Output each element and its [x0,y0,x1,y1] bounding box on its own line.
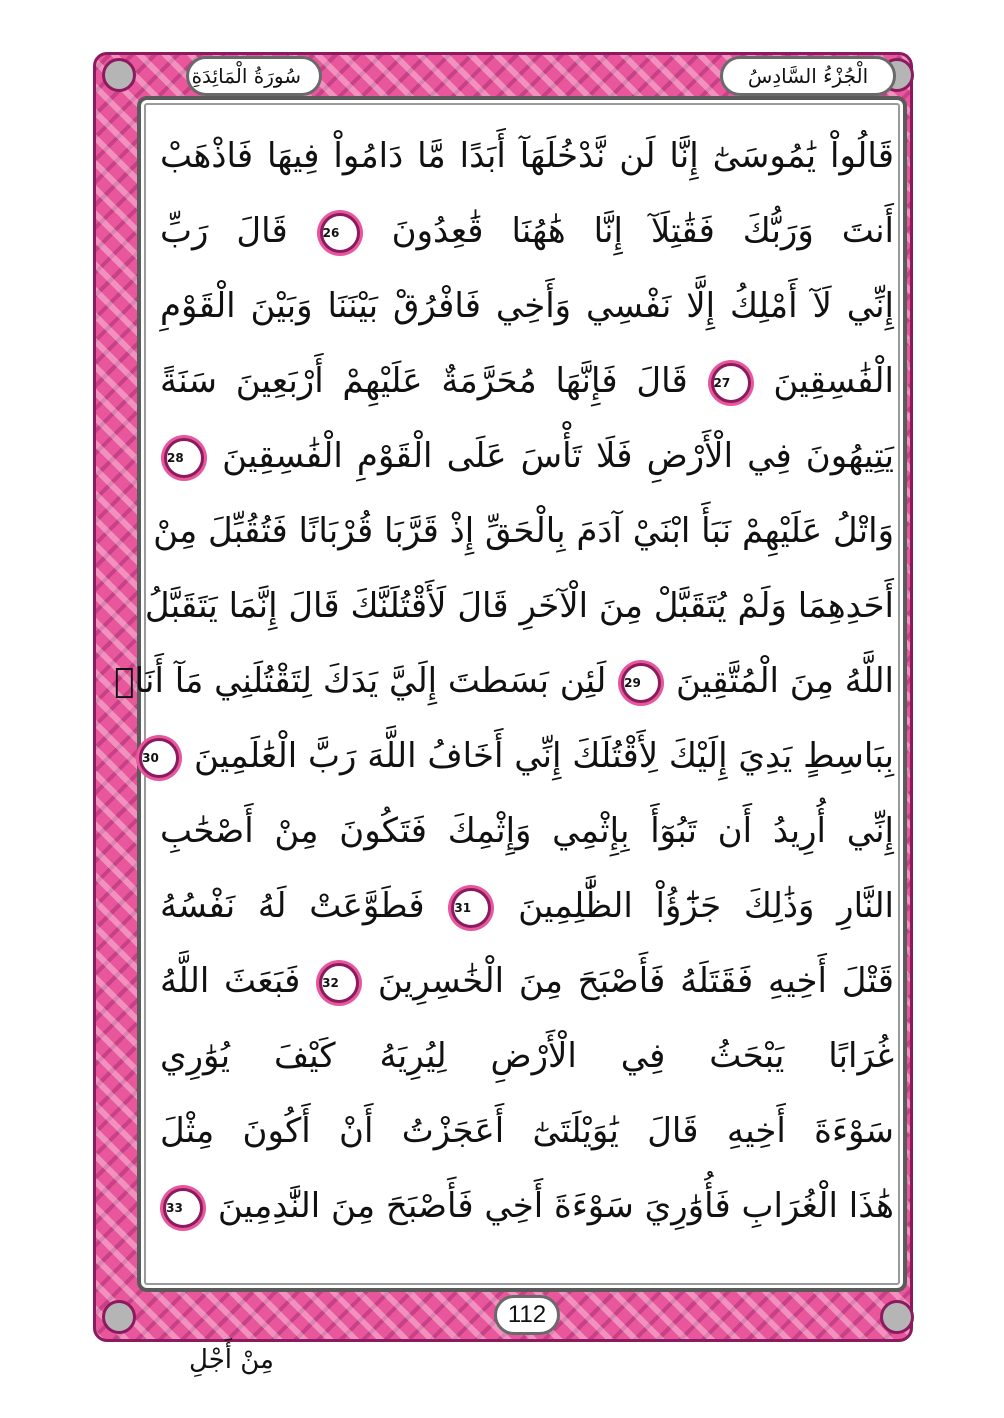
ayah-number-marker: 33 [163,1188,203,1228]
corner-ornament-top-left [102,58,136,92]
juz-label: الْجُزْءُ السَّادِسُ [720,56,896,96]
text-line: غُرَابًا يَبْحَثُ فِي الْأَرْضِ لِيُرِيَهُ كَيْفَ يُوَٰرِي [160,1036,894,1076]
text-line: سَوْءَةَ أَخِيهِ قَالَ يَٰوَيْلَتَىٰٓ أَعَجَزْتُ أَنْ أَكُونَ مِثْلَ [160,1111,894,1151]
text-line: أَنتَ وَرَبُّكَ فَقَٰتِلَآ إِنَّا هَٰهُنَا قَٰعِدُونَ 26 قَالَ رَبِّ [160,211,894,251]
quran-text [114,120,895,1280]
text-line: هَٰذَا الْغُرَابِ فَأُوَٰرِيَ سَوْءَةَ أَخِي فَأَصْبَحَ مِنَ النَّٰدِمِينَ 33 [160,1170,894,1242]
text-line: النَّارِ وَذَٰلِكَ جَزَٰٓؤُاْ الظَّٰلِمِينَ 31 فَطَوَّعَتْ لَهُ نَفْسُهُ [160,886,895,926]
text-line: اللَّهُ مِنَ الْمُتَّقِينَ 29 لَئِن بَسَطتَ إِلَيَّ يَدَكَ لِتَقْتُلَنِي مَآ أَنَا۠ [114,661,894,701]
text-line: إِنِّي أُرِيدُ أَن تَبُوٓأَ بِإِثْمِي وَإِثْمِكَ فَتَكُونَ مِنْ أَصْحَٰبِ [160,811,894,851]
page-number: 112 [494,1295,560,1335]
text-line: إِنِّي لَآ أَمْلِكُ إِلَّا نَفْسِي وَأَخِي فَافْرُقْ بَيْنَنَا وَبَيْنَ الْقَوْمِ [160,286,894,326]
ayah-number-marker: 27 [711,363,751,403]
text-line: بِبَاسِطٍ يَدِيَ إِلَيْكَ لِأَقْتُلَكَ إِنِّي أَخَافُ اللَّهَ رَبَّ الْعَٰلَمِينَ 30 [160,720,894,792]
ayah-number-marker: 31 [451,888,491,928]
text-line: الْفَٰسِقِينَ 27 قَالَ فَإِنَّهَا مُحَرَّمَةٌ عَلَيْهِمْ أَرْبَعِينَ سَنَةً [160,361,894,401]
corner-ornament-bottom-left [102,1300,136,1334]
catchword: مِنْ أَجْلِ [189,1345,274,1375]
text-line: قَتْلَ أَخِيهِ فَقَتَلَهُ فَأَصْبَحَ مِنَ الْخَٰسِرِينَ 32 فَبَعَثَ اللَّهُ [160,961,895,1001]
text-line: وَاتْلُ عَلَيْهِمْ نَبَأَ ابْنَيْ آدَمَ بِالْحَقِّ إِذْ قَرَّبَا قُرْبَانًا فَتُقُبِّلَ مِنْ [153,511,894,551]
ayah-number-marker: 32 [319,963,359,1003]
corner-ornament-bottom-right [880,1300,914,1334]
ayah-number-marker: 26 [320,213,360,253]
text-line: قَالُواْ يَٰمُوسَىٰٓ إِنَّا لَن نَّدْخُلَهَآ أَبَدًا مَّا دَامُواْ فِيهَا فَاذْهَبْ [160,136,894,176]
ayah-number-marker: 30 [139,738,179,778]
text-line: أَحَدِهِمَا وَلَمْ يُتَقَبَّلْ مِنَ الْآخَرِ قَالَ لَأَقْتُلَنَّكَ قَالَ إِنَّمَا يَتَقَبَّلُ [144,586,894,626]
ayah-number-marker: 28 [164,438,204,478]
text-line: يَتِيهُونَ فِي الْأَرْضِ فَلَا تَأْسَ عَلَى الْقَوْمِ الْفَٰسِقِينَ 28 [160,420,894,492]
surah-label: سُورَةُ الْمَائِدَةِ [186,56,322,96]
ayah-number-marker: 29 [621,663,661,703]
